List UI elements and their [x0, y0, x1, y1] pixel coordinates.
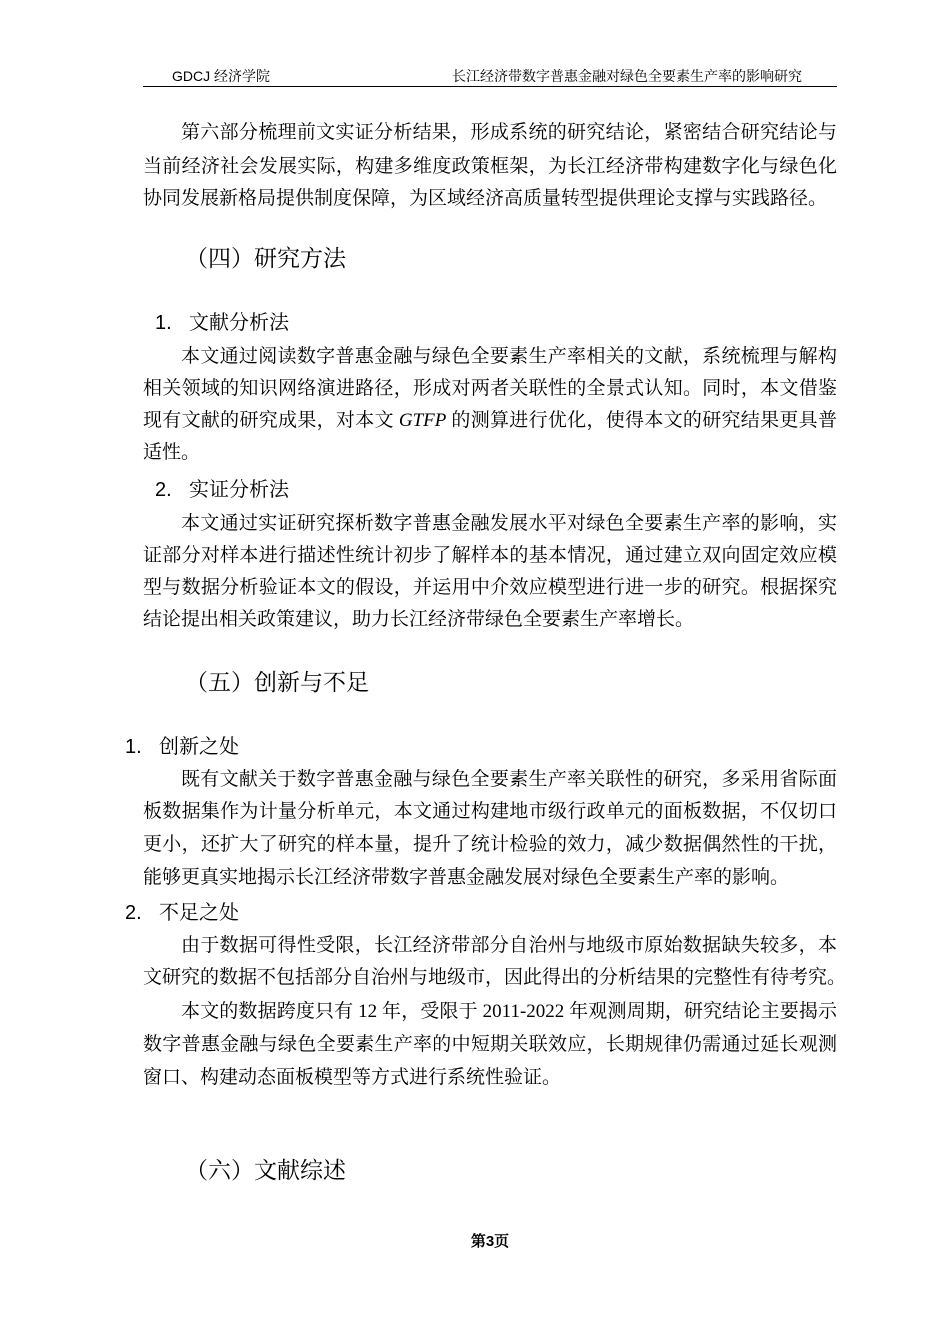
- subsection-number: 2.: [125, 902, 142, 924]
- section-heading: （四）研究方法: [185, 245, 346, 271]
- paragraph-line: 能够更真实地揭示长江经济带数字普惠金融发展对绿色全要素生产率的影响。: [143, 867, 790, 888]
- subsection-heading: [125, 900, 239, 926]
- paragraph-line: 更小，还扩大了研究的样本量，提升了统计检验的效力，减少数据偶然性的干扰，: [143, 834, 837, 855]
- header-school: GDCJ 经济学院: [172, 68, 270, 84]
- section-heading: （五）创新与不足: [185, 669, 369, 695]
- page-number: 第3页: [470, 1233, 510, 1250]
- paragraph-line: 文研究的数据不包括部分自治州与地级市，因此得出的分析结果的完整性有待考究。: [143, 967, 847, 988]
- subsection-number: 2.: [155, 479, 172, 501]
- paragraph-line: 本文通过阅读数字普惠金融与绿色全要素生产率相关的文献，系统梳理与解构: [181, 346, 837, 367]
- subsection-number: 1.: [155, 312, 172, 334]
- paragraph-line: 相关领域的知识网络演进路径，形成对两者关联性的全景式认知。同时，本文借鉴: [143, 378, 837, 399]
- paragraph-line: 第六部分梳理前文实证分析结果，形成系统的研究结论，紧密结合研究结论与: [181, 122, 837, 143]
- paragraph-line: 证部分对样本进行描述性统计初步了解样本的基本情况，通过建立双向固定效应模: [143, 545, 837, 566]
- paragraph-line: 型与数据分析验证本文的假设，并运用中介效应模型进行进一步的研究。根据探究: [143, 577, 837, 598]
- subsection-title: 文献分析法: [189, 312, 289, 334]
- header-rule: [143, 86, 837, 87]
- subsection-heading: [125, 734, 239, 760]
- paragraph-line: 既有文献关于数字普惠金融与绿色全要素生产率关联性的研究，多采用省际面: [181, 769, 837, 790]
- paragraph-line: 由于数据可得性受限，长江经济带部分自治州与地级市原始数据缺失较多，本: [181, 935, 837, 956]
- paragraph-line: 窗口、构建动态面板模型等方式进行系统性验证。: [143, 1067, 562, 1088]
- paragraph-line: 适性。: [143, 442, 201, 463]
- paragraph-line: 板数据集作为计量分析单元，本文通过构建地市级行政单元的面板数据，不仅切口: [143, 801, 837, 822]
- paragraph-line: 本文通过实证研究探析数字普惠金融发展水平对绿色全要素生产率的影响，实: [181, 513, 837, 534]
- paragraph-line: 协同发展新格局提供制度保障，为区域经济高质量转型提供理论支撑与实践路径。: [143, 188, 828, 209]
- subsection-heading: [155, 477, 289, 503]
- subsection-title: 创新之处: [159, 736, 239, 758]
- paragraph-line: 当前经济社会发展实际，构建多维度政策框架，为长江经济带构建数字化与绿色化: [143, 156, 837, 177]
- paragraph-line: 现有文献的研究成果，对本文 GTFP 的测算进行优化，使得本文的研究结果更具普: [143, 410, 837, 431]
- paragraph-line: 结论提出相关政策建议，助力长江经济带绿色全要素生产率增长。: [143, 609, 695, 630]
- subsection-number: 1.: [125, 736, 142, 758]
- section-heading: （六）文献综述: [185, 1157, 346, 1183]
- paragraph-line: 数字普惠金融与绿色全要素生产率的中短期关联效应，长期规律仍需通过延长观测: [143, 1034, 837, 1055]
- subsection-heading: [155, 310, 289, 336]
- subsection-title: 不足之处: [159, 902, 239, 924]
- subsection-title: 实证分析法: [189, 479, 289, 501]
- paragraph-line: 本文的数据跨度只有 12 年，受限于 2011-2022 年观测周期，研究结论主要揭示: [181, 1001, 837, 1022]
- header-title: 长江经济带数字普惠金融对绿色全要素生产率的影响研究: [452, 68, 802, 84]
